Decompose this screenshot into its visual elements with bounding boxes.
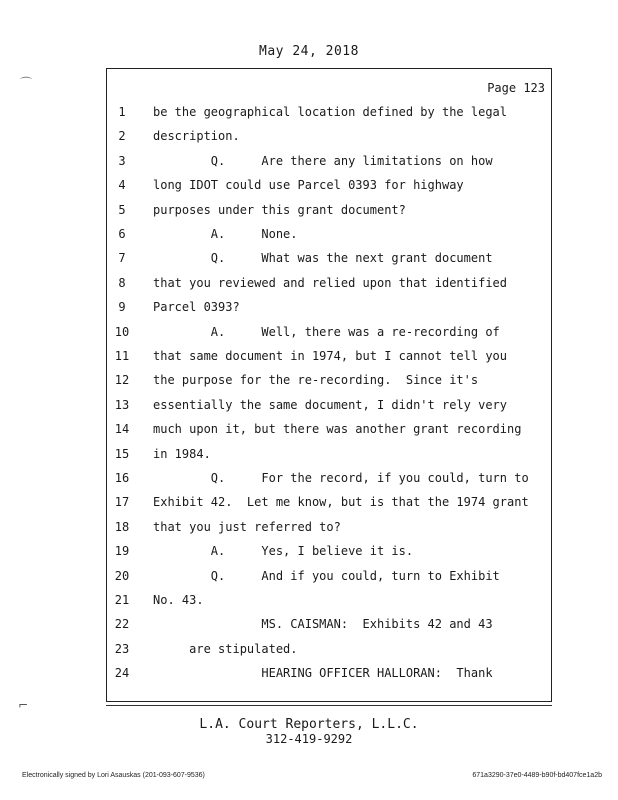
line-text: that same document in 1974, but I cannot tell you — [153, 349, 508, 363]
line-number: 16 — [114, 471, 130, 485]
transcript-line — [107, 495, 553, 519]
electronic-signature-note: Electronically signed by Lori Asauskas (201-093-607-9536) — [22, 772, 205, 779]
transcript-line — [107, 251, 553, 275]
line-text: description. — [153, 129, 240, 144]
line-number: 4 — [118, 178, 126, 193]
line-text: Exhibit 42. Let me know, but is that the 1974 grant — [153, 495, 529, 510]
reporter-company: L.A. Court Reporters, L.L.C. — [199, 717, 419, 732]
transcript-line — [107, 617, 553, 641]
line-number: 7 — [118, 251, 126, 266]
line-number: 17 — [114, 495, 130, 510]
line-text: purposes under this grant document? — [153, 202, 406, 217]
transcript-line — [107, 398, 553, 422]
transcript-date: May 24, 2018 — [259, 44, 359, 59]
transcript-line — [107, 227, 553, 251]
line-text: A. Well, there was a re-recording of — [153, 324, 500, 339]
line-number: 19 — [114, 544, 130, 559]
line-text: A. None. — [153, 227, 298, 241]
line-number: 24 — [114, 666, 130, 681]
line-text: No. 43. — [153, 593, 204, 607]
document-hash: 671a3290-37e0-4489-b90f-bd407fce1a2b — [472, 772, 602, 779]
reporter-phone: 312-419-9292 — [265, 732, 353, 746]
line-number: 22 — [114, 617, 130, 632]
line-text: Parcel 0393? — [153, 300, 240, 315]
line-text: Q. What was the next grant document — [153, 251, 493, 266]
line-text: much upon it, but there was another grant recording — [153, 422, 522, 437]
line-number: 11 — [114, 349, 130, 363]
line-text: HEARING OFFICER HALLORAN: Thank — [153, 666, 493, 681]
line-number: 6 — [118, 227, 126, 241]
line-text: be the geographical location defined by the legal — [153, 105, 508, 119]
transcript-frame — [106, 68, 552, 702]
line-number: 10 — [114, 324, 130, 339]
line-number: 3 — [118, 153, 126, 168]
line-text: in 1984. — [153, 446, 211, 461]
line-number: 8 — [118, 275, 126, 290]
line-text: Q. Are there any limitations on how — [153, 153, 493, 168]
line-text: are stipulated. — [153, 641, 298, 656]
transcript-line — [107, 520, 553, 544]
line-text: the purpose for the re-recording. Since it's — [153, 373, 479, 388]
line-text: Q. For the record, if you could, turn to — [153, 471, 529, 485]
line-number: 14 — [114, 422, 130, 437]
transcript-line — [107, 642, 553, 666]
line-text: that you reviewed and relied upon that identified — [153, 275, 508, 290]
line-number: 20 — [114, 568, 130, 583]
line-text: that you just referred to? — [153, 519, 341, 534]
transcript-line — [107, 373, 553, 397]
line-number: 5 — [118, 202, 126, 217]
transcript-line — [107, 593, 553, 617]
line-number: 13 — [114, 397, 130, 412]
margin-mark: ⌐ — [18, 698, 29, 712]
transcript-line — [107, 129, 553, 153]
line-number: 23 — [114, 641, 130, 656]
line-number: 12 — [114, 373, 130, 388]
transcript-line — [107, 471, 553, 495]
line-number: 18 — [114, 519, 130, 534]
line-number: 21 — [114, 593, 130, 607]
transcript-line — [107, 300, 553, 324]
transcript-line — [107, 666, 553, 690]
transcript-line — [107, 105, 553, 129]
margin-mark: ⌒ — [20, 76, 33, 90]
transcript-line — [107, 569, 553, 593]
frame-divider — [106, 705, 552, 706]
line-number: 15 — [114, 446, 130, 461]
line-number: 2 — [118, 129, 126, 144]
transcript-line — [107, 447, 553, 471]
line-text: long IDOT could use Parcel 0393 for highway — [153, 178, 464, 193]
line-text: A. Yes, I believe it is. — [153, 544, 414, 559]
page-number: Page 123 — [487, 81, 545, 95]
line-text: MS. CAISMAN: Exhibits 42 and 43 — [153, 617, 493, 632]
line-text: essentially the same document, I didn't rely very — [153, 397, 508, 412]
transcript-line — [107, 422, 553, 446]
transcript-line — [107, 544, 553, 568]
transcript-line — [107, 178, 553, 202]
transcript-line — [107, 349, 553, 373]
line-number: 1 — [118, 105, 126, 119]
transcript-line — [107, 276, 553, 300]
transcript-line — [107, 154, 553, 178]
line-text: Q. And if you could, turn to Exhibit — [153, 568, 500, 583]
line-number: 9 — [118, 300, 126, 315]
transcript-line — [107, 203, 553, 227]
transcript-line — [107, 325, 553, 349]
